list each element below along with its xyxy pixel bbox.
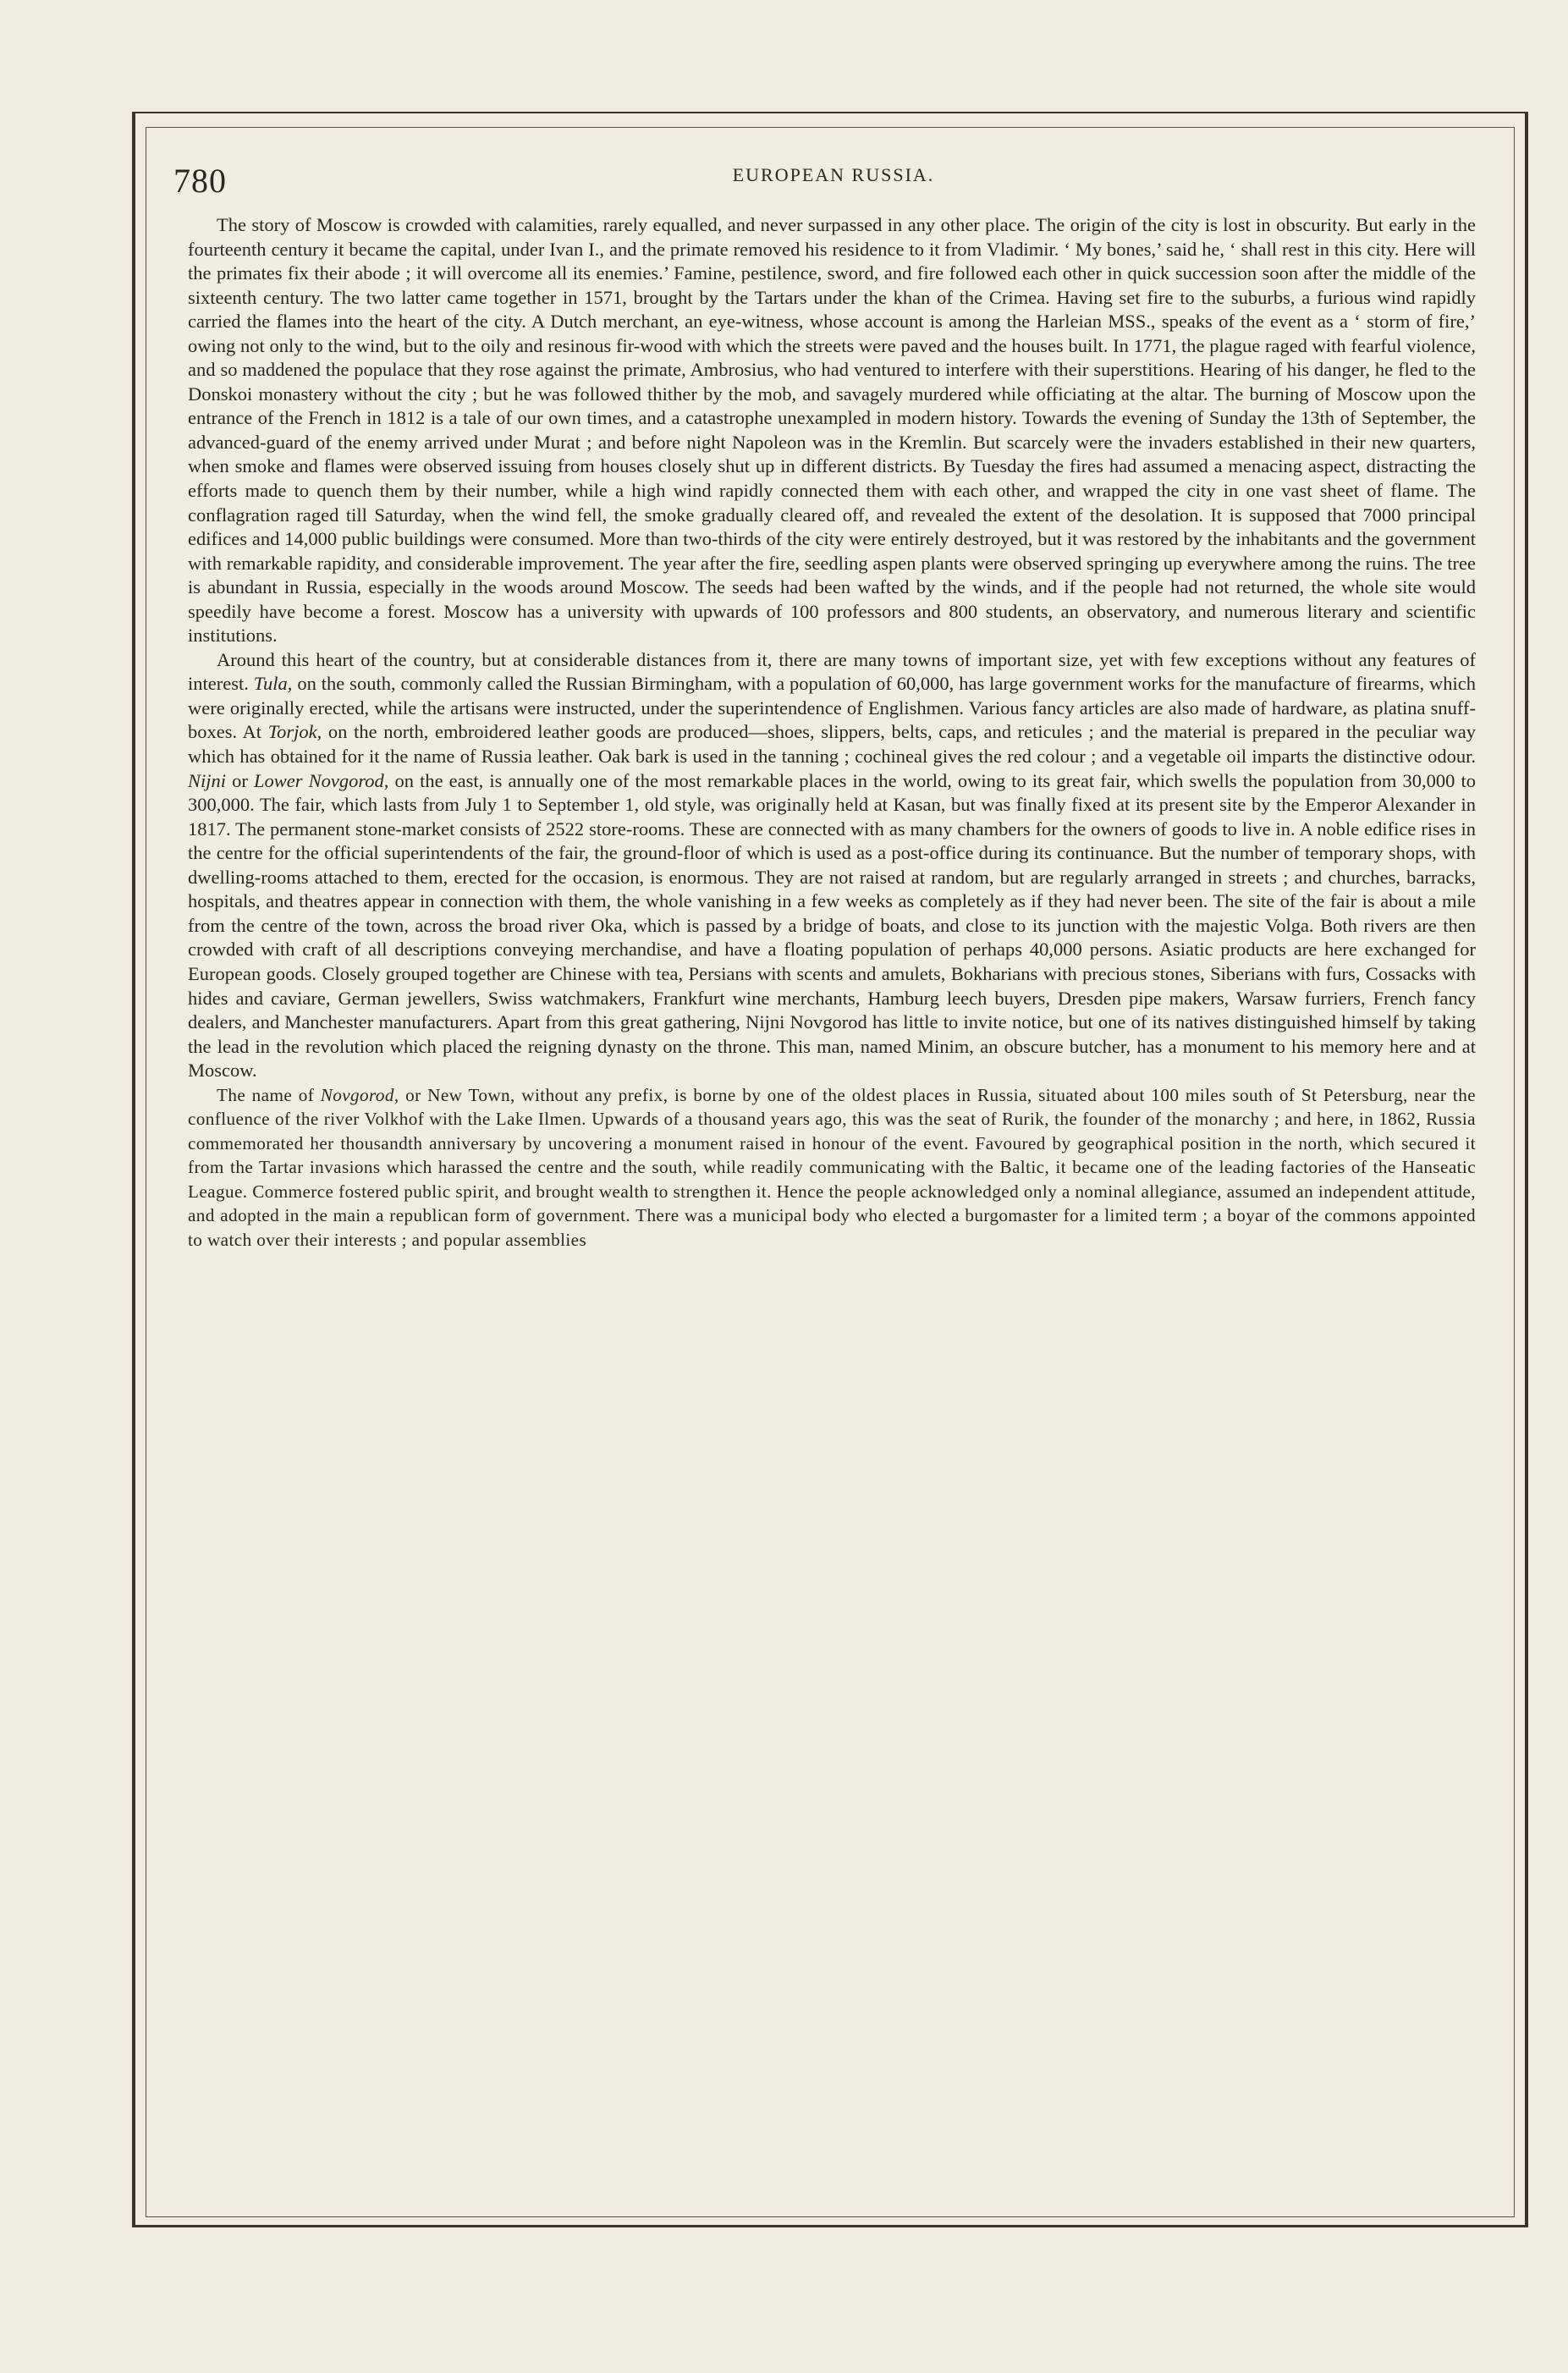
paragraph-moscow-history [188,213,1476,648]
paragraph-novgorod [188,1083,1476,1253]
italic-place-name: Torjok, [267,721,322,743]
text-run: or [226,769,254,791]
text-run: on the south, commonly called the Russian Birmingham, with a population of 60,000, has large government works for the manufacture of firearms, which were originally erected, while the artisans were instructed, under the superintendence of Englishmen. Various fancy articles are also made of hardware, as platina snuff-boxes. At [188,673,1476,743]
running-head: EUROPEAN RUSSIA. [732,164,935,185]
text-run: or New Town, without any prefix, is borne by one of the oldest places in Russia, situated about 100 miles south of St Petersburg, near the confluence of the river Volkhof with the Lake Ilmen. Upwards of a thousand years ago, this was the seat of Rurik, the founder of the monarchy ; and here, in 1862, Russia commemorated her thousandth anniversary by uncovering a monument raised in honour of the event. Favoured by geographical position in the north, which secured it from the Tartar invasions which harassed the centre and the south, while readily communicating with the Baltic, it became one of the leading factories of the Hanseatic League. Commerce fostered public spirit, and brought wealth to strengthen it. Hence the people acknowledged only a nominal allegiance, assumed an independent attitude, and adopted in the main a republican form of government. There was a municipal body who elected a burgomaster for a limited term ; a boyar of the commons appointed to watch over their interests ; and popular assemblies [188,1084,1476,1250]
text-run: The story of Moscow is crowded with calamities, rarely equalled, and never surpassed in any other place. The origin of the city is lost in obscurity. But early in the fourteenth century it became the capital, under Ivan I., and the primate removed his residence to it from Vladimir. ‘ My bones,’ said he, ‘ shall rest in this city. Here will the primates fix their abode ; it will overcome all its enemies.’ Famine, pestilence, sword, and fire followed each other in quick succession soon after the middle of the sixteenth century. The two latter came together in 1571, brought by the Tartars under the khan of the Crimea. Having set fire to the suburbs, a furious wind rapidly carried the flames into the heart of the city. A Dutch merchant, an eye-witness, whose account is among the Harleian MSS., speaks of the event as a ‘ storm of fire,’ owing not only to the wind, but to the oily and resinous fir-wood with which the streets were paved and the houses built. In 1771, the plague raged with fearful violence, and so maddened the populace that they rose against the primate, Ambrosius, who had ventured to interfere with their superstitions. Hearing of his danger, he fled to the Donskoi monastery without the city ; but he was followed thither by the mob, and savagely murdered while officiating at the altar. The burning of Moscow upon the entrance of the French in 1812 is a tale of our own times, and a catastrophe unexampled in modern history. Towards the evening of Sunday the 13th of September, the advanced-guard of the enemy arrived under Murat ; and before night Napoleon was in the Kremlin. But scarcely were the invaders established in their new quarters, when smoke and flames were observed issuing from houses closely shut up in different districts. By Tuesday the fires had assumed a menacing aspect, distracting the efforts made to quench them by their number, while a high wind rapidly connected them with each other, and wrapped the city in one vast sheet of flame. The conflagration raged till Saturday, when the wind fell, the smoke gradually cleared off, and revealed the extent of the desolation. It is supposed that 7000 principal edifices and 14,000 public buildings were consumed. More than two-thirds of the city were entirely destroyed, but it was restored by the inhabitants and the government with remarkable rapidity, and considerable improvement. The year after the fire, seedling aspen plants were observed springing up everywhere among the ruins. The tree is abundant in Russia, especially in the woods around Moscow. The seeds had been wafted by the winds, and if the people had not returned, the whole site would speedily have become a forest. Moscow has a university with upwards of 100 professors and 800 students, an observatory, and numerous literary and scientific institutions. [188,214,1476,647]
text-run: Around this heart of the country, but at considerable distances from it, there are many towns of important size, yet with few exceptions without any features of interest. [188,648,1476,695]
italic-place-name: Tula, [253,673,293,695]
paragraph-towns-around-moscow [188,648,1476,1083]
body-text [188,213,1476,1253]
text-run: The name of [217,1084,321,1105]
text-run: on the north, embroidered leather goods are produced—shoes, slippers, belts, caps, and reticules ; and the material is prepared in the peculiar way which has obtained for it the name of Russia leather. Oak bark is used in the tanning ; cochineal gives the red colour ; and a vegetable oil imparts the distinctive odour. [188,721,1476,768]
page-header [173,152,1494,212]
italic-place-name: Lower Novgorod, [253,769,389,791]
text-run: on the east, is annually one of the most remarkable places in the world, owing to its great fair, which swells the population from 30,000 to 300,000. The fair, which lasts from July 1 to September 1, old style, was originally held at Kasan, but was finally fixed at its present site by the Emperor Alexander in 1817. The permanent stone-market consists of 2522 store-rooms. These are connected with as many chambers for the owners of goods to live in. A noble edifice rises in the centre for the official superintendents of the fair, the ground-floor of which is used as a post-office during its continuance. But the number of temporary shops, with dwelling-rooms attached to them, erected for the occasion, is enormous. They are not raised at random, but are regularly arranged in streets ; and churches, barracks, hospitals, and theatres appear in connection with them, the whole vanishing in a few weeks as completely as if they had never been. The site of the fair is about a mile from the centre of the town, across the broad river Oka, which is passed by a bridge of boats, and close to its junction with the majestic Volga. Both rivers are then crowded with craft of all descriptions conveying merchandise, and have a floating population of perhaps 40,000 persons. Asiatic products are here exchanged for European goods. Closely grouped together are Chinese with tea, Persians with scents and amulets, Bokharians with precious stones, Siberians with furs, Cossacks with hides and caviare, German jewellers, Swiss watchmakers, Frankfurt wine merchants, Hamburg leech buyers, Dresden pipe makers, Warsaw furriers, French fancy dealers, and Manchester manufacturers. Apart from this great gathering, Nijni Novgorod has little to invite notice, but one of its natives distinguished himself by taking the lead in the revolution which placed the reigning dynasty on the throne. This man, named Minim, an obscure butcher, has a monument to his memory here and at Moscow. [188,769,1476,1082]
page-number: 780 [173,162,227,200]
italic-place-name: Nijni [188,769,227,791]
italic-place-name: Novgorod, [320,1084,399,1105]
